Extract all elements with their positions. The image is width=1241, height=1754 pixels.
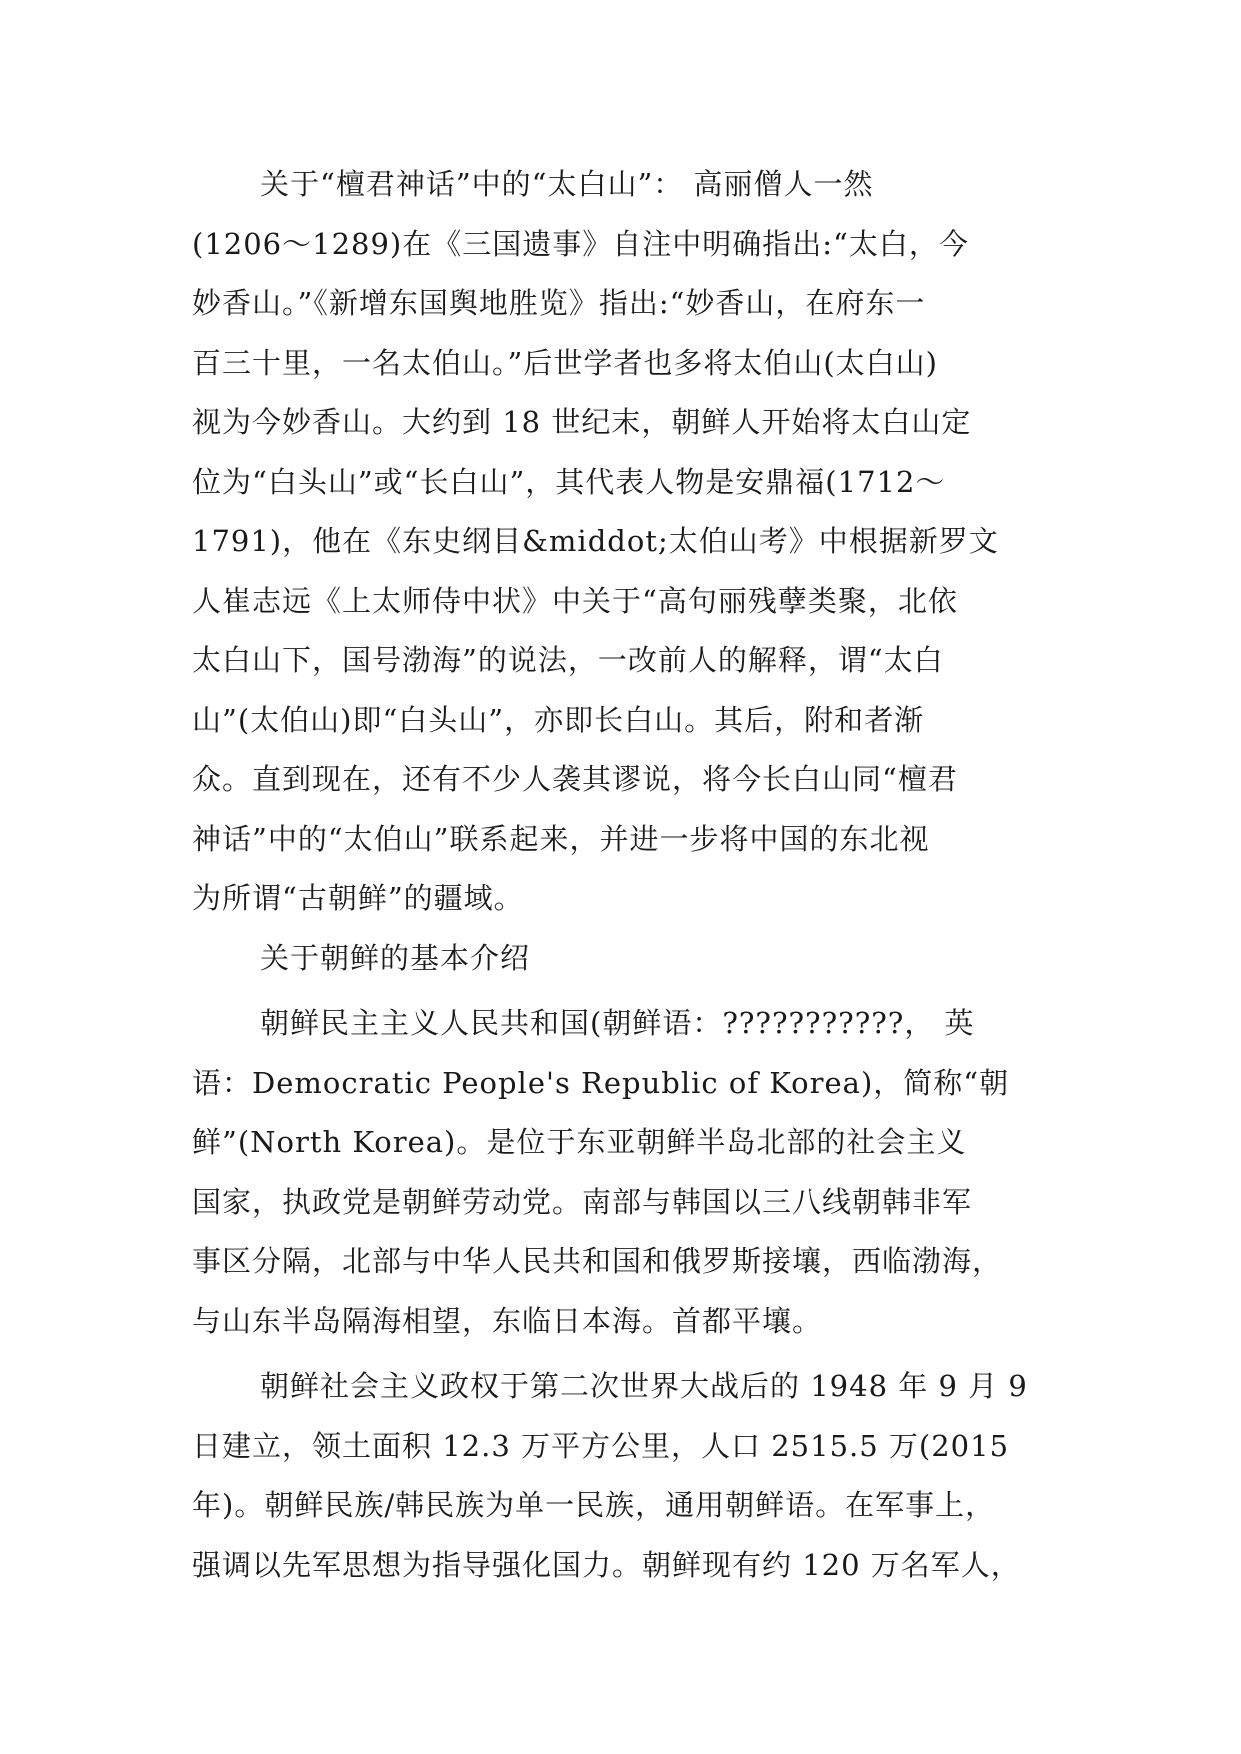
text-line: 鲜”(North Korea)。是位于东亚朝鲜半岛北部的社会主义 [192, 1125, 967, 1159]
text-line: 语：Democratic People's Republic of Korea)，简称“朝 [192, 1065, 1010, 1100]
text-line: 人崔志远《上太师侍中状》中关于“高句丽残孽类聚，北依 [192, 583, 958, 618]
text-line: 关于“檀君神话”中的“太白山”： 高丽僧人一然 [260, 167, 874, 201]
text-line: 众。直到现在，还有不少人袭其谬说，将今长白山同“檀君 [192, 762, 958, 796]
text-line: (1206～1289)在《三国遗事》自注中明确指出:“太白，今 [192, 226, 969, 261]
text-line: 神话”中的“太伯山”联系起来，并进一步将中国的东北视 [192, 821, 930, 856]
text-line: 视为今妙香山。大约到 18 世纪末，朝鲜人开始将太白山定 [192, 405, 972, 439]
text-line: 国家，执政党是朝鲜劳动党。南部与韩国以三八线朝韩非军 [192, 1184, 973, 1219]
text-line: 太白山下，国号渤海”的说法，一改前人的解释，谓“太白 [192, 643, 944, 677]
heading-text: 关于朝鲜的基本介绍 [260, 940, 531, 975]
text-line: 朝鲜民主主义人民共和国(朝鲜语：???????????， 英 [260, 1006, 975, 1040]
text-line: 日建立，领土面积 12.3 万平方公里，人口 2515.5 万(2015 [192, 1428, 1010, 1463]
text-line: 妙香山。”《新增东国舆地胜览》指出:“妙香山，在府东一 [192, 286, 926, 320]
section-heading [192, 929, 1048, 989]
text-line: 为所谓“古朝鲜”的疆域。 [192, 881, 524, 915]
paragraph-taibai-mountain [192, 155, 1048, 929]
text-line: 位为“白头山”或“长白山”，其代表人物是安鼎福(1712～ [192, 464, 946, 499]
paragraph-dprk-intro [192, 994, 1048, 1351]
text-line: 与山东半岛隔海相望，东临日本海。首都平壤。 [192, 1303, 823, 1338]
text-line: 朝鲜社会主义政权于第二次世界大战后的 1948 年 9 月 9 [260, 1369, 1028, 1403]
paragraph-dprk-facts [192, 1357, 1048, 1595]
document-body [192, 155, 1048, 1595]
text-line: 1791)，他在《东史纲目&middot;太伯山考》中根据新罗文 [192, 524, 999, 558]
text-line: 年)。朝鲜民族/韩民族为单一民族，通用朝鲜语。在军事上， [192, 1488, 996, 1522]
text-line: 强调以先军思想为指导强化国力。朝鲜现有约 120 万名军人， [192, 1547, 1021, 1582]
text-line: 事区分隔，北部与中华人民共和国和俄罗斯接壤，西临渤海， [192, 1244, 1003, 1278]
text-line: 百三十里，一名太伯山。”后世学者也多将太伯山(太白山) [192, 345, 938, 380]
text-line: 山”(太伯山)即“白头山”，亦即长白山。其后，附和者渐 [192, 702, 925, 737]
